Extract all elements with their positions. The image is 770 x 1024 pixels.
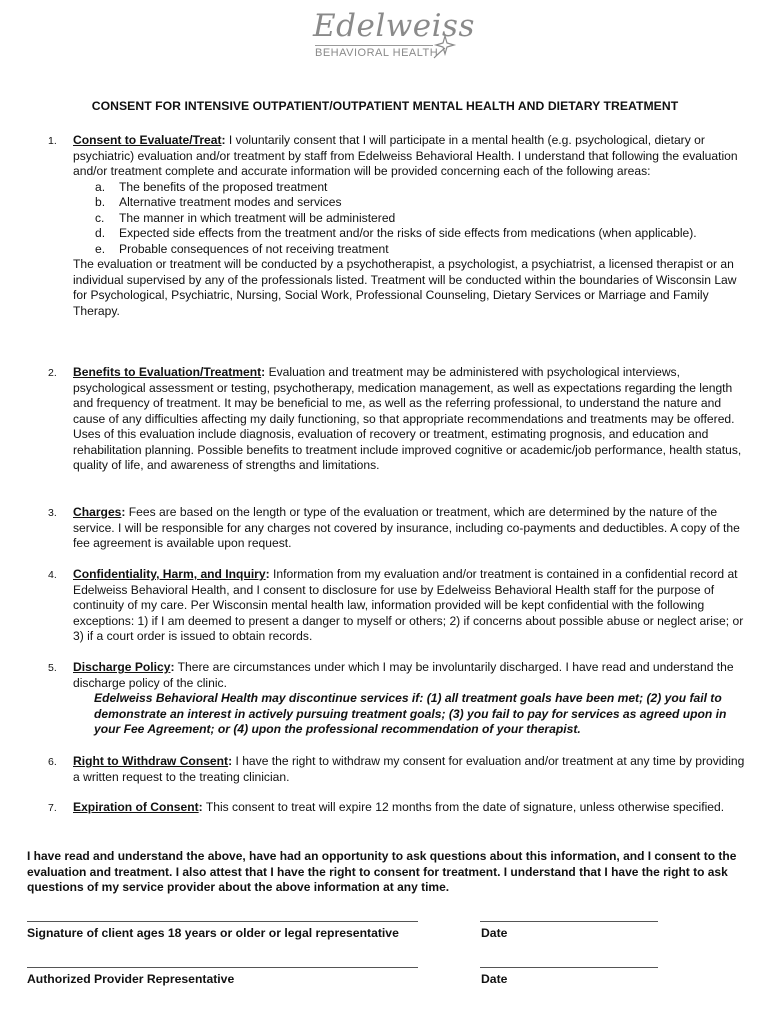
client-date-line[interactable]: [480, 921, 658, 922]
section-text: Information from my evaluation and/or treatment is contained in a confidential record at Edelweiss Behavioral Health, and I consent to disclosure for use by Edelweiss Behavioral Health staff for the purpose of continuity of my care. Per Wisconsin mental health law, information provided will be kept confidential with the following exceptions: 1) if I am deemed to present a danger to myself or others; 2) if concerns about possible abuse or neglect arise; or 3) if a court order is issued to obtain records.: [73, 567, 744, 643]
attestation-statement: I have read and understand the above, have had an opportunity to ask questions about this information, and I consent to the evaluation and treatment. I also attest that I have the right to consent for treatment. I understand that I have the right to ask questions of my service provider about the above information at any time.: [27, 849, 737, 894]
flower-icon: [430, 30, 460, 60]
section-closing-text: The evaluation or treatment will be conducted by a psychotherapist, a psychologist, a psychiatrist, a licensed therapist or an individual supervised by any of the professionals listed. Treatment will be conducted within the boundaries of Wisconsin Law for Psychological, Psychiatric, Nursing, Social Work, Professional Counseling, Dietary Services or Marriage and Family Therapy.: [73, 257, 737, 318]
list-item: b. Alternative treatment modes and services: [95, 195, 342, 209]
logo-tagline: BEHAVIORAL HEALTH: [315, 47, 439, 59]
section-text: This consent to treat will expire 12 months from the date of signature, unless otherwise specified.: [202, 800, 725, 814]
provider-date-line[interactable]: [480, 967, 658, 968]
section-number: 7.: [48, 802, 57, 814]
section-number: 1.: [48, 135, 57, 147]
section-heading: Right to Withdraw Consent: [73, 754, 229, 768]
list-item: e. Probable consequences of not receiving treatment: [95, 241, 389, 256]
section-heading: Expiration of Consent: [73, 800, 199, 814]
section-text: There are circumstances under which I may be involuntarily discharged. I have read and understand the discharge policy of the clinic.: [73, 660, 734, 690]
provider-signature-line[interactable]: [27, 967, 418, 968]
logo-rule: [315, 45, 433, 46]
section-heading: Consent to Evaluate/Treat: [73, 133, 222, 147]
client-date-label: Date: [481, 926, 508, 940]
logo-name: Edelweiss: [313, 8, 475, 44]
section-heading: Benefits to Evaluation/Treatment: [73, 365, 262, 379]
section-number: 4.: [48, 569, 57, 581]
section-text: I voluntarily consent that I will participate in a mental health (e.g. psychological, dietary or psychiatric) evaluation and/or treatment by staff from Edelweiss Behavioral Health. I understand that following the evaluation and/or treatment complete and accurate information will be provided concerning each of the following areas:: [73, 133, 738, 178]
section-text: Evaluation and treatment may be administered with psychological interviews, psychological assessment or testing, psychotherapy, medication management, as well as expectations regarding the length and frequency of treatment. It may be beneficial to me, as well as the referring professional, to understand the nature and cause of any difficulties affecting my daily functioning, so that appropriate recommendations and treatments may be offered. Uses of this evaluation include diagnosis, evaluation of recovery or treatment, estimating prognosis, and education and rehabilitation planning. Possible benefits to treatment include improved cognitive or academic/job performance, health status, quality of life, and awareness of strengths and limitations.: [73, 365, 742, 472]
section-number: 3.: [48, 507, 57, 519]
list-item: d. Expected side effects from the treatment and/or the risks of side effects from medications (when applicable).: [95, 226, 697, 240]
document-title: CONSENT FOR INTENSIVE OUTPATIENT/OUTPATIENT MENTAL HEALTH AND DIETARY TREATMENT: [91, 99, 679, 113]
list-item: c. The manner in which treatment will be administered: [95, 210, 396, 225]
client-signature-line[interactable]: [27, 921, 418, 922]
list-item: a. The benefits of the proposed treatment: [95, 179, 328, 194]
section-heading: Discharge Policy: [73, 660, 171, 674]
section-number: 2.: [48, 367, 57, 379]
consent-areas-list: [73, 180, 745, 258]
discharge-conditions: Edelweiss Behavioral Health may discontinue services if: (1) all treatment goals have been met; (2) you fail to demonstrate an interest in actively pursuing treatment goals; (3) you fail to pay for services as agreed upon in your Fee Agreement; or (4) upon the professional recommendation of your therapist.: [94, 691, 727, 736]
section-heading: Charges: [73, 505, 122, 519]
client-signature-label: Signature of client ages 18 years or older or legal representative: [27, 926, 399, 940]
section-heading: Confidentiality, Harm, and Inquiry: [73, 567, 266, 581]
section-text: Fees are based on the length or type of the evaluation or treatment, which are determined by the nature of the service. I will be responsible for any charges not covered by insurance, including co-payments and deductibles. A copy of the fee agreement is available upon request.: [73, 505, 740, 550]
edelweiss-logo: [305, 8, 475, 70]
section-number: 5.: [48, 662, 57, 674]
section-text: I have the right to withdraw my consent for evaluation and/or treatment at any time by providing a written request to the treating clinician.: [73, 754, 745, 784]
provider-signature-label: Authorized Provider Representative: [27, 972, 235, 986]
provider-date-label: Date: [481, 972, 508, 986]
section-number: 6.: [48, 756, 57, 768]
